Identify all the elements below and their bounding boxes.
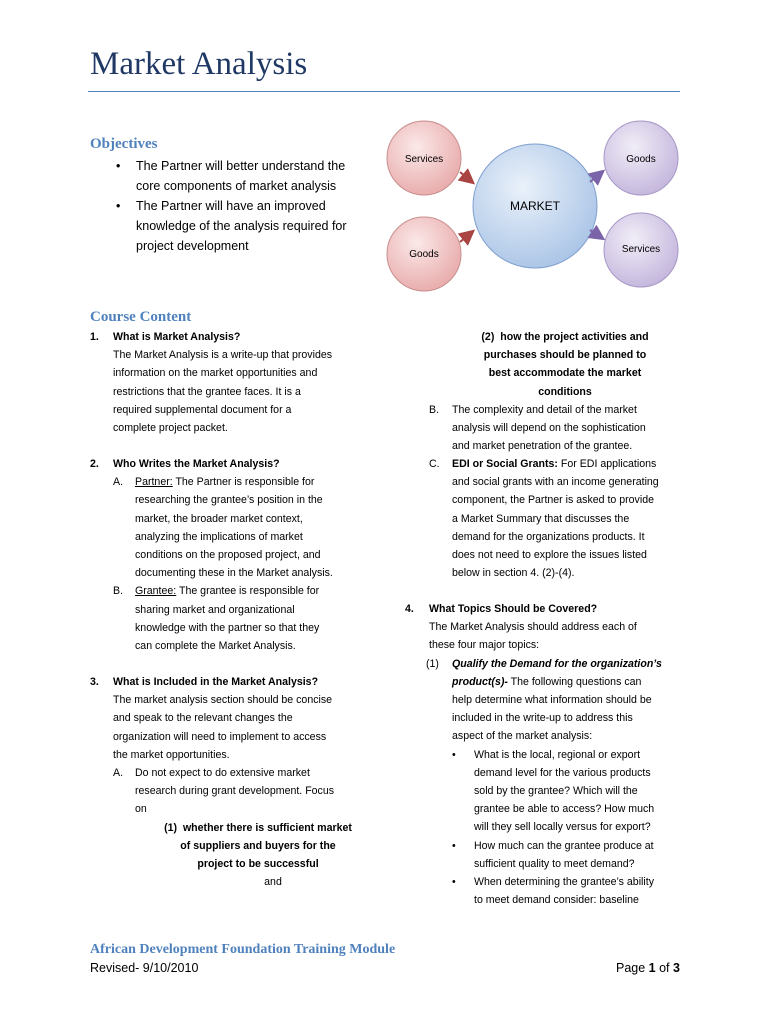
section-3-point-1: [133, 819, 383, 874]
objective-1-line-1: The Partner will better understand the: [136, 159, 346, 173]
section-1-body-4: required supplemental document for a: [113, 403, 292, 416]
arrow-icon: [460, 232, 472, 242]
page-mid: of: [655, 961, 673, 975]
topic-1-tail: The following questions can: [507, 675, 642, 688]
edi-line-7: below in section 4. (2)-(4).: [452, 567, 575, 580]
question-3-line-2: to meet demand consider: baseline: [474, 894, 639, 907]
section-1-body-2: information on the market opportunities and: [113, 367, 318, 380]
partner-line-3: market, the broader market context,: [135, 512, 303, 525]
complexity-line-3: and market penetration of the grantee.: [452, 440, 633, 453]
partner-line-5: conditions on the proposed project, and: [135, 549, 321, 562]
and-connector: and: [264, 876, 282, 889]
arrow-icon: [460, 172, 472, 182]
complexity-line-2: analysis will depend on the sophistication: [452, 422, 646, 435]
question-bullet-2: [452, 837, 662, 873]
point-2-line-2: purchases should be planned to: [483, 349, 647, 362]
diagram-label-market: MARKET: [509, 199, 561, 213]
arrow-icon: [590, 172, 602, 182]
question-1-line-5: will they sell locally versus for export?: [474, 821, 651, 834]
page-number: [616, 961, 680, 975]
point-2-line-4: conditions: [538, 385, 592, 398]
topic-1-line-2: included in the write-up to address this: [452, 712, 633, 725]
question-2-line-1: How much can the grantee produce at: [474, 839, 654, 852]
point-1-line-3: project to be successful: [197, 858, 319, 871]
section-3-item-a: [113, 764, 398, 819]
objective-item-2: [116, 196, 366, 256]
question-bullet-3: [452, 873, 662, 909]
partner-line-6: documenting these in the Market analysis.: [135, 567, 333, 580]
section-3-number: 3.: [90, 676, 99, 688]
bullet-icon: •: [116, 159, 121, 173]
section-3-body-3: organization will need to implement to access: [113, 730, 327, 743]
diagram-label-goods-right: Goods: [626, 154, 656, 165]
edi-line-1: For EDI applications: [557, 458, 657, 470]
point-2-line-3: best accommodate the market: [488, 367, 642, 380]
topic-1-line-1: help determine what information should be: [452, 694, 652, 707]
objective-2-line-1: The Partner will have an improved: [136, 199, 326, 213]
page-current: 1: [648, 961, 656, 975]
market-diagram: [380, 112, 690, 302]
topic-1-number: (1): [426, 657, 439, 670]
arrow-icon: [590, 230, 602, 238]
question-bullet-1: [452, 746, 662, 837]
footer-revised: Revised- 9/10/2010: [90, 961, 199, 975]
footer-org: African Development Foundation Training Module: [90, 942, 396, 957]
topic-1-line-3: aspect of the market analysis:: [452, 730, 593, 743]
edi-line-4: a Market Summary that discusses the: [452, 512, 630, 525]
complexity-line-1: The complexity and detail of the market: [452, 404, 637, 416]
item-b-letter: B.: [113, 585, 124, 598]
section-3-body-1: The market analysis section should be concise: [113, 694, 333, 707]
item-b-complexity-letter: B.: [429, 404, 440, 416]
section-4-body-1: The Market Analysis should address each of: [429, 621, 637, 634]
section-4: [405, 600, 662, 909]
edi-line-5: demand for the organizations products. It: [452, 530, 645, 543]
question-1-line-3: sold by the grantee? Which will the: [474, 785, 638, 798]
section-3-body-4: the market opportunities.: [113, 748, 230, 761]
bullet-icon: •: [116, 199, 121, 213]
partner-label: Partner:: [135, 476, 173, 489]
edi-line-3: component, the Partner is asked to provide: [452, 494, 654, 507]
partner-line-4: analyzing the implications of market: [135, 530, 303, 543]
section-3-a-line-1: Do not expect to do extensive market: [135, 767, 310, 780]
section-3-a-letter: A.: [113, 767, 124, 780]
section-4-body-2: these four major topics:: [429, 639, 540, 652]
point-2: [445, 328, 685, 401]
edi-label: EDI or Social Grants:: [452, 458, 558, 470]
section-2: [90, 455, 333, 655]
question-1-line-4: grantee be able to access? How much: [474, 803, 655, 816]
section-1-body-1: The Market Analysis is a write-up that provides: [113, 349, 333, 362]
diagram-label-goods-left: Goods: [409, 249, 439, 260]
item-c-letter: C.: [429, 458, 440, 470]
grantee-label: Grantee:: [135, 585, 177, 598]
item-a-letter: A.: [113, 476, 124, 489]
partner-line-1: The Partner is responsible for: [172, 476, 315, 489]
section-1-title: What is Market Analysis?: [113, 331, 241, 343]
section-4-number: 4.: [405, 603, 414, 615]
section-3-body-2: and speak to the relevant changes the: [113, 712, 293, 725]
bullet-icon: •: [452, 748, 456, 761]
edi-line-2: and social grants with an income generating: [452, 476, 659, 489]
point-2-line-1: how the project activities and: [500, 331, 649, 343]
section-4-title: What Topics Should be Covered?: [429, 603, 598, 615]
topic-1: [426, 655, 662, 910]
point-1-line-2: of suppliers and buyers for the: [180, 839, 336, 852]
page-title: Market Analysis: [90, 46, 308, 82]
page-total: 3: [673, 961, 680, 975]
topic-1-title-line-1: Qualify the Demand for the organization’s: [452, 657, 662, 670]
question-2-line-2: sufficient quality to meet demand?: [474, 857, 635, 870]
section-3-title: What is Included in the Market Analysis?: [113, 676, 319, 688]
section-1: [90, 328, 332, 437]
grantee-line-4: can complete the Market Analysis.: [135, 640, 296, 653]
grantee-line-1: The grantee is responsible for: [176, 585, 320, 598]
section-3-a-line-2: research during grant development. Focus: [135, 785, 335, 798]
section-1-body-3: restrictions that the grantee faces. It is a: [113, 385, 301, 398]
section-2-item-a: [113, 473, 333, 582]
question-3-line-1: When determining the grantee’s ability: [474, 876, 655, 889]
grantee-line-3: knowledge with the partner so that they: [135, 621, 320, 634]
topic-1-title-line-2: product(s)-: [452, 675, 508, 688]
section-3: [90, 673, 398, 891]
point-1-number: (1): [164, 821, 178, 834]
bullet-icon: •: [452, 839, 456, 852]
objective-2-line-2: knowledge of the analysis required for: [136, 219, 347, 233]
section-1-number: 1.: [90, 331, 99, 343]
item-b-complexity: [429, 401, 646, 456]
edi-line-6: does not need to explore the issues listed: [452, 549, 647, 562]
question-1-line-1: What is the local, regional or export: [474, 748, 641, 761]
bullet-icon: •: [452, 876, 456, 889]
diagram-label-services-right: Services: [621, 244, 661, 255]
title-divider: [88, 91, 680, 92]
objectives-heading: Objectives: [90, 136, 158, 152]
section-3-a-line-3: on: [135, 803, 147, 816]
partner-line-2: researching the grantee’s position in the: [135, 494, 323, 507]
objective-1-line-2: core components of market analysis: [136, 179, 337, 193]
objectives-list: [116, 156, 366, 256]
objective-2-line-3: project development: [136, 239, 249, 253]
point-2-number: (2): [481, 331, 495, 343]
diagram-label-services-left: Services: [404, 154, 444, 165]
grantee-line-2: sharing market and organizational: [135, 603, 295, 616]
question-1-line-2: demand level for the various products: [474, 766, 651, 779]
point-1-line-1: whether there is sufficient market: [182, 821, 352, 834]
page-prefix: Page: [616, 961, 649, 975]
section-2-title: Who Writes the Market Analysis?: [113, 458, 280, 470]
item-c-edi: [429, 455, 659, 582]
section-2-number: 2.: [90, 458, 99, 470]
course-content-heading: Course Content: [90, 309, 192, 325]
section-2-item-b: [113, 582, 333, 655]
section-1-body-5: complete project packet.: [113, 422, 228, 435]
objective-item-1: [116, 156, 366, 196]
